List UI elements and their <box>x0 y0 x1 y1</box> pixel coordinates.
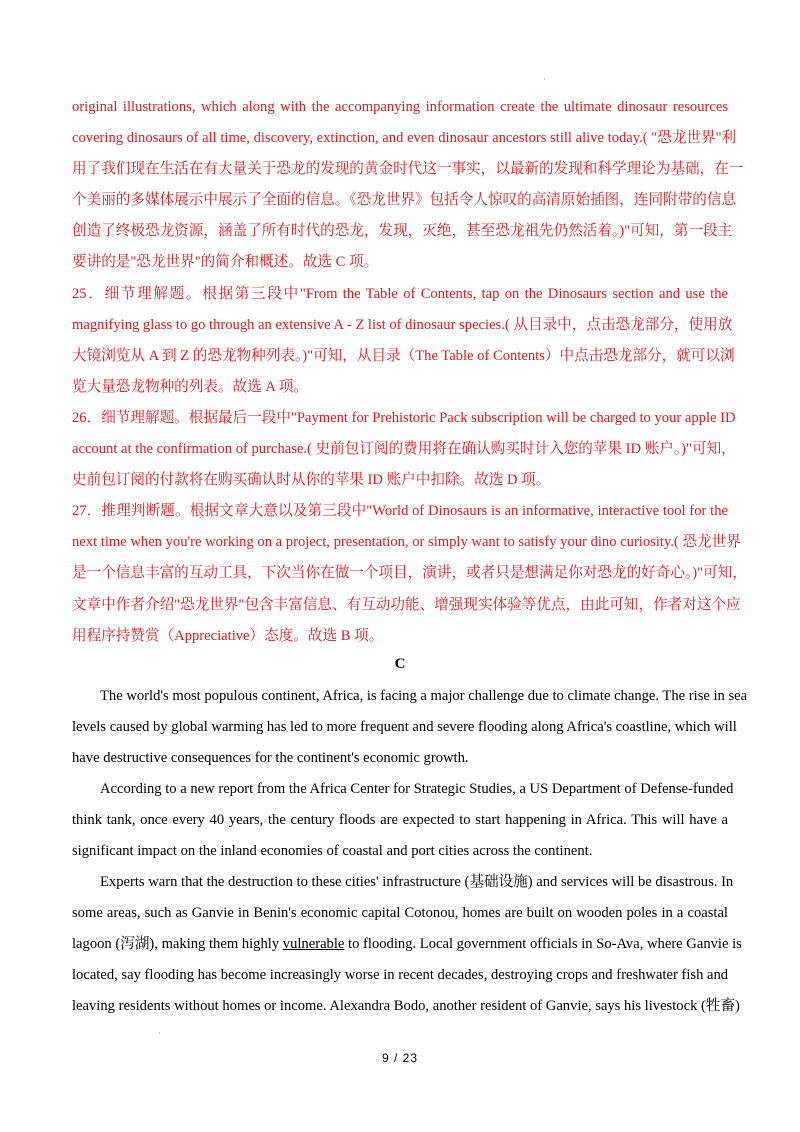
vocab-word: vulnerable <box>282 936 345 952</box>
answer-line: 是一个信息丰富的互动工具，下次当你在做一个项目，演讲，或者只是想满足你对恐龙的好奇心。)"可知， <box>72 565 747 581</box>
passage-text: to flooding. Local government officials in So-Ava, where Ganvie is <box>348 936 742 952</box>
answer-line: next time when you're working on a project, presentation, or simply want to satisfy your dino curiosity.( 恐龙世界 <box>72 534 741 550</box>
passage-line: The world's most populous continent, Africa, is facing a major challenge due to climate change. The rise in sea <box>100 688 748 704</box>
passage-line: significant impact on the inland economies of coastal and port cities across the continent. <box>72 843 593 859</box>
answer-line: covering dinosaurs of all time, discovery, extinction, and even dinosaur ancestors still alive today.( "恐龙世界"利 <box>72 130 737 146</box>
passage-line: think tank, once every 40 years, the century floods are expected to start happening in Africa. This will have a <box>72 812 728 828</box>
answer-line: 25．细节理解题。根据第三段中"From the Table of Contents, tap on the Dinosaurs section and use the <box>72 286 728 302</box>
bottom-dot: · <box>158 1028 161 1038</box>
passage-line: leaving residents without homes or income. Alexandra Bodo, another resident of Ganvie, says his livestock (牲畜) <box>72 998 740 1014</box>
header-dot: · <box>543 74 546 84</box>
passage-line: located, say flooding has become increasingly worse in recent decades, destroying crops and freshwater fish and <box>72 967 729 983</box>
passage-line-vocab <box>72 934 742 954</box>
answer-line: 26．细节理解题。根据最后一段中"Payment for Prehistoric Pack subscription will be charged to your apple ID <box>72 410 736 426</box>
answer-line: 文章中作者介绍"恐龙世界"包含丰富信息、有互动功能、增强现实体验等优点，由此可知，作者对这个应 <box>72 597 741 613</box>
answer-line: account at the confirmation of purchase.( 史前包订阅的费用将在确认购买时计入您的苹果 ID 账户。)"可知， <box>72 441 736 457</box>
answer-line: 创造了终极恐龙资源，涵盖了所有时代的恐龙，发现，灭绝，甚至恐龙祖先仍然活着。)"可知，第一段主 <box>72 223 733 239</box>
passage-line: According to a new report from the Africa Center for Strategic Studies, a US Department of Defense-funded <box>100 781 734 797</box>
passage-line: Experts warn that the destruction to these cities' infrastructure (基础设施) and services will be disastrous. In <box>100 874 734 890</box>
section-heading: C <box>394 656 406 672</box>
passage-line: levels caused by global warming has led to more frequent and severe flooding along Africa's coastline, which will <box>72 719 737 735</box>
answer-line: 史前包订阅的付款将在购买确认时从你的苹果 ID 账户中扣除。故选 D 项。 <box>72 472 551 488</box>
answer-line: 要讲的是"恐龙世界"的简介和概述。故选 C 项。 <box>72 254 379 270</box>
passage-line: have destructive consequences for the continent's economic growth. <box>72 750 469 766</box>
answer-line: 27．推理判断题。根据文章大意以及第三段中"World of Dinosaurs is an informative, interactive tool for the <box>72 503 728 519</box>
answer-line: 大镜浏览从 A 到 Z 的恐龙物种列表。)"可知，从目录（The Table of Contents）中点击恐龙部分，就可以浏 <box>72 348 735 364</box>
answer-line: magnifying glass to go through an extensive A - Z list of dinosaur species.( 从目录中，点击恐龙部分，使用放 <box>72 317 733 333</box>
passage-text: lagoon (泻湖), making them highly <box>72 936 283 952</box>
answer-line: 用程序持赞赏（Appreciative）态度。故选 B 项。 <box>72 628 384 644</box>
answer-line: 个美丽的多媒体展示中展示了全面的信息。《恐龙世界》包括令人惊叹的高清原始插图，连同附带的信息 <box>72 192 737 208</box>
answer-line: 用了我们现在生活在有大量关于恐龙的发现的黄金时代这一事实，以最新的发现和科学理论为基础，在一 <box>72 161 744 177</box>
page-number: 9 / 23 <box>381 1051 419 1065</box>
passage-line: some areas, such as Ganvie in Benin's economic capital Cotonou, homes are built on wooden poles in a coastal <box>72 905 728 921</box>
answer-line: 览大量恐龙物种的列表。故选 A 项。 <box>72 379 308 395</box>
answer-line: original illustrations, which along with the accompanying information create the ultimate dinosaur resources <box>72 99 728 115</box>
